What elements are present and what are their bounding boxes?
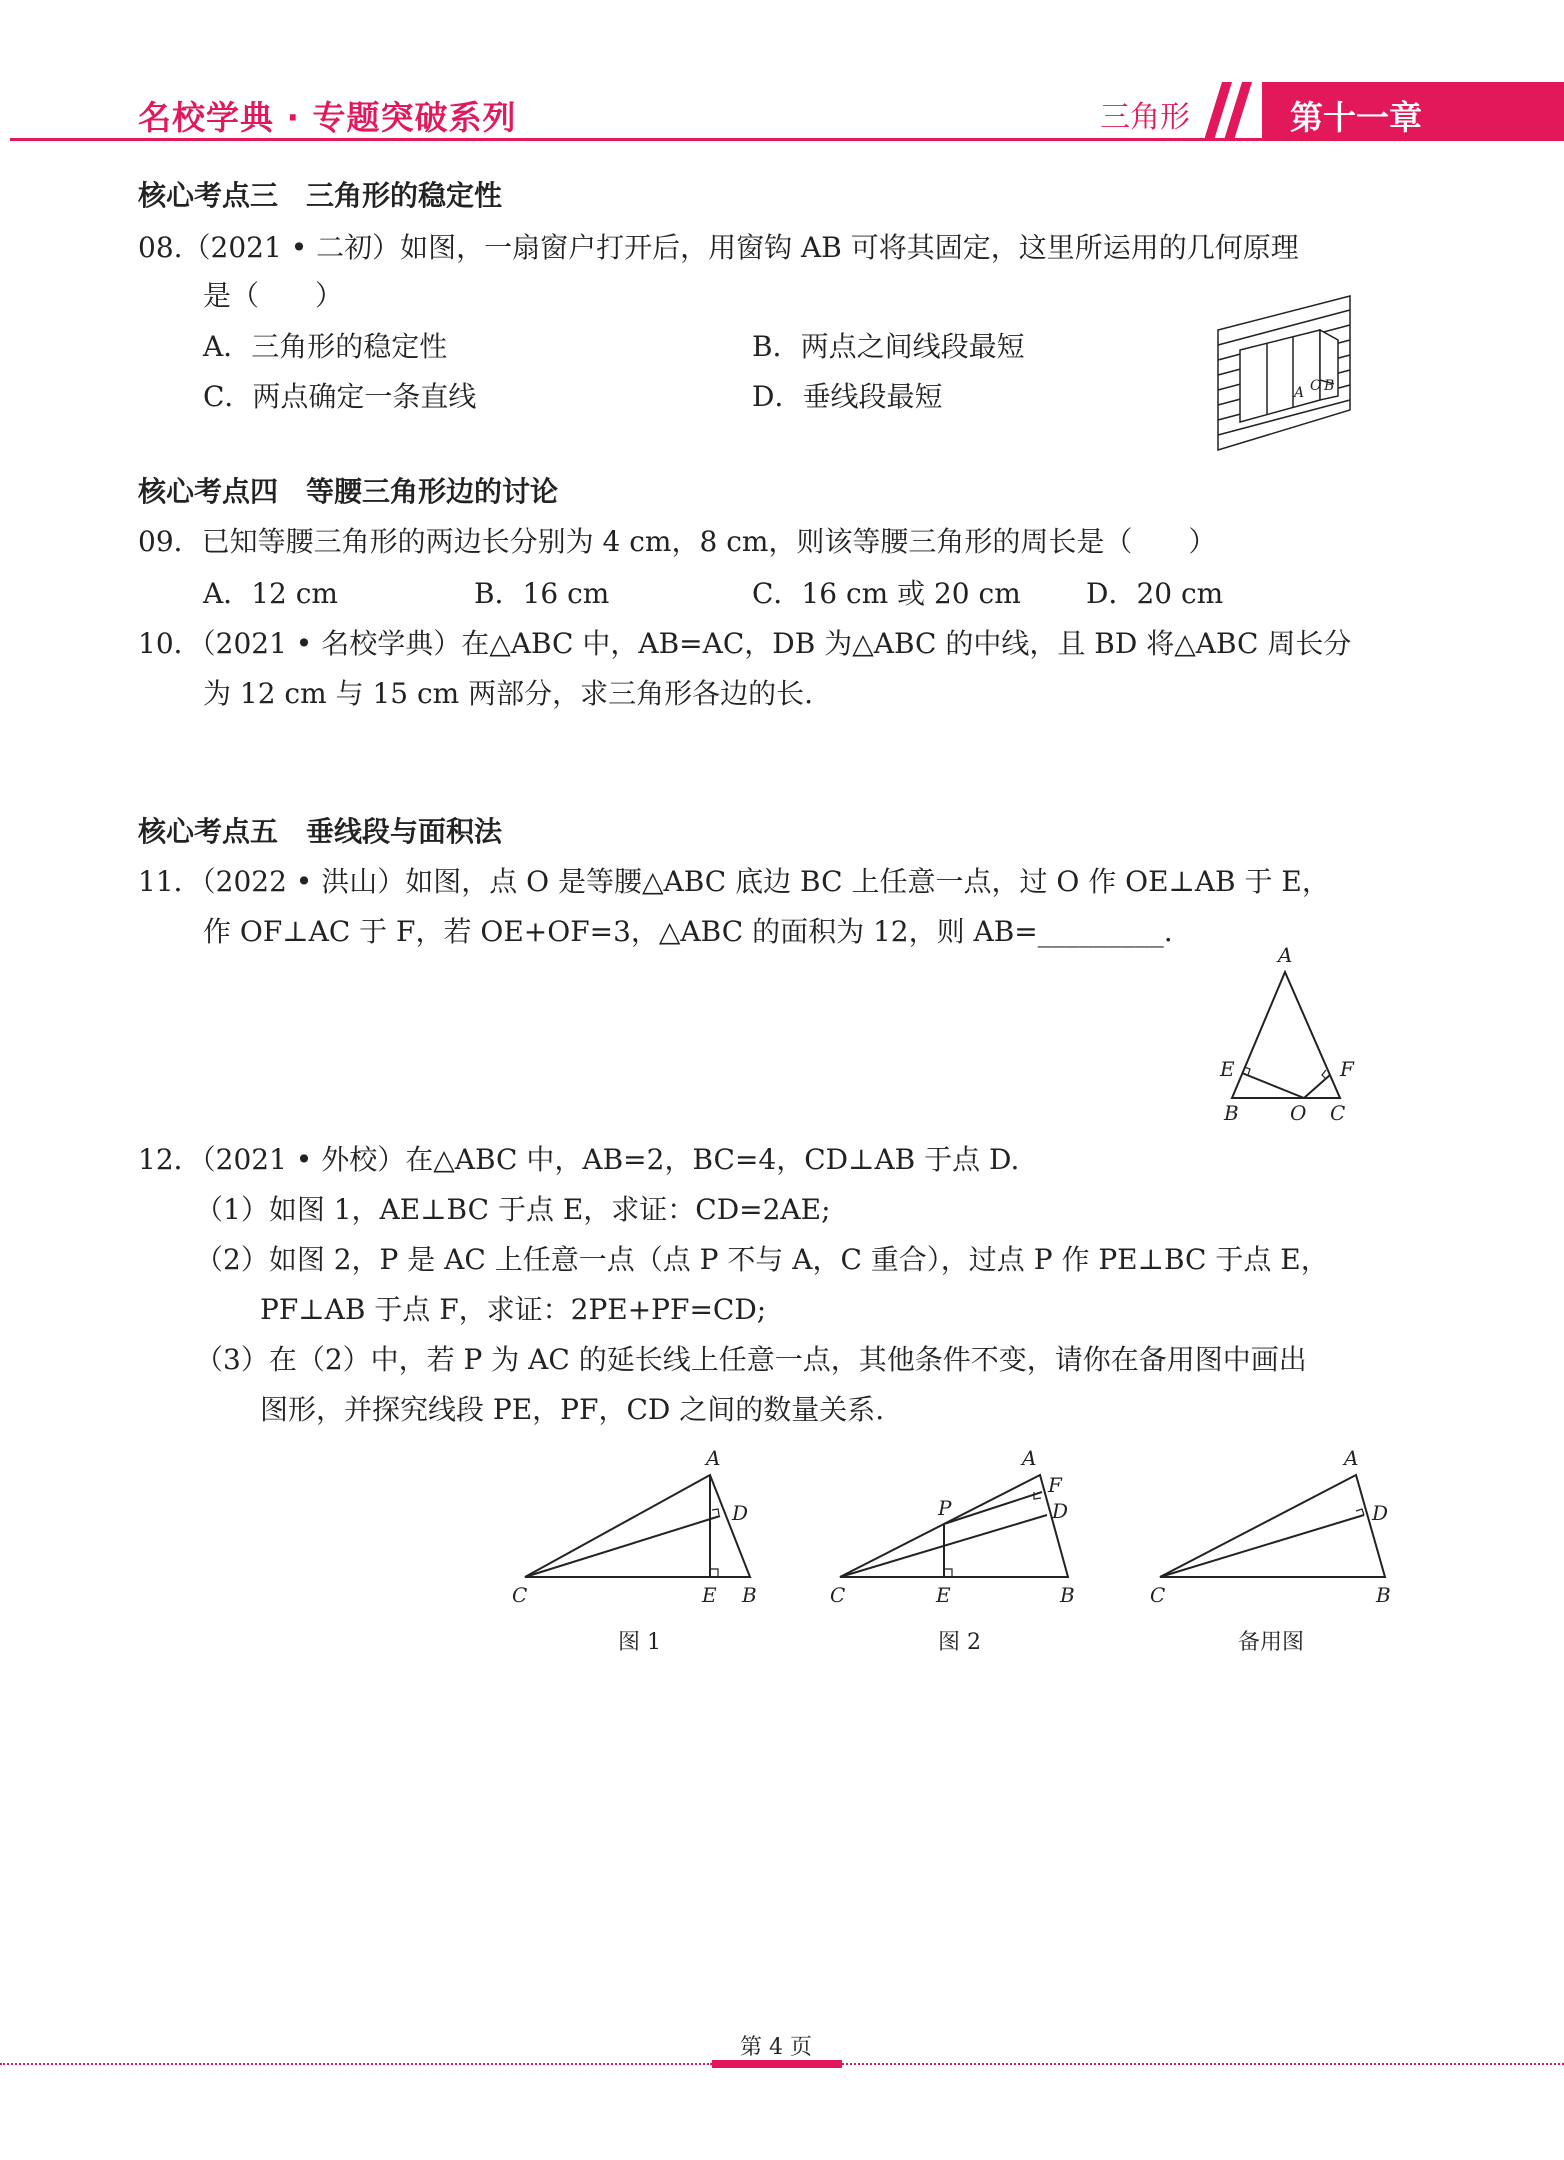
page-number: 第 4 页 bbox=[740, 2035, 812, 2060]
fig2-label-b: B bbox=[1060, 1583, 1075, 1607]
q10-stem-cont: 为 12 cm 与 15 cm 两部分，求三角形各边的长. bbox=[203, 677, 814, 710]
q08-stem: 08.（2021 • 二初）如图，一扇窗户打开后，用窗钩 AB 可将其固定，这里所运用的几何原理 bbox=[138, 231, 1299, 264]
q11-label-a: A bbox=[1278, 943, 1293, 967]
fig1-label-b: B bbox=[742, 1583, 757, 1607]
fig2-label-p: P bbox=[938, 1496, 952, 1520]
chapter-label: 第十一章 bbox=[1290, 98, 1422, 137]
window-label-a: A bbox=[1294, 385, 1305, 401]
q09-option-a: A．12 cm bbox=[203, 577, 338, 610]
q08-option-b: B．两点之间线段最短 bbox=[752, 330, 1025, 363]
q08-option-c: C．两点确定一条直线 bbox=[203, 380, 477, 413]
fig2-label-a: A bbox=[1022, 1446, 1037, 1470]
window-label-b: B bbox=[1324, 378, 1335, 394]
fig3-caption: 备用图 bbox=[1238, 1630, 1305, 1655]
fig1-label-d: D bbox=[732, 1501, 749, 1525]
q11-label-c: C bbox=[1330, 1101, 1346, 1125]
fig3-label-b: B bbox=[1376, 1583, 1391, 1607]
q11-stem-cont: 作 OF⊥AC 于 F，若 OE+OF=3，△ABC 的面积为 12，则 AB=_________. bbox=[203, 915, 1173, 948]
section-title-3: 核心考点三 三角形的稳定性 bbox=[138, 179, 503, 212]
q09-option-b: B．16 cm bbox=[474, 577, 610, 610]
fig3-label-d: D bbox=[1372, 1501, 1389, 1525]
fig1-caption: 图 1 bbox=[618, 1630, 661, 1655]
section-title-5: 核心考点五 垂线段与面积法 bbox=[138, 815, 503, 848]
fig3-label-c: C bbox=[1150, 1583, 1166, 1607]
footer-bar bbox=[712, 2060, 842, 2068]
q11-label-o: O bbox=[1290, 1101, 1307, 1125]
q12-part3: （3）在（2）中，若 P 为 AC 的延长线上任意一点，其他条件不变，请你在备用图中画出 bbox=[195, 1343, 1307, 1376]
fig1-label-e: E bbox=[702, 1583, 717, 1607]
q09-option-c: C．16 cm 或 20 cm bbox=[752, 577, 1021, 610]
window-figure bbox=[1210, 290, 1360, 460]
fig2-label-d: D bbox=[1052, 1499, 1069, 1523]
q11-label-e: E bbox=[1220, 1057, 1235, 1081]
q11-triangle-figure bbox=[1210, 938, 1370, 1133]
section-title-4: 核心考点四 等腰三角形边的讨论 bbox=[138, 475, 559, 508]
q10-stem: 10．（2021 • 名校学典）在△ABC 中，AB=AC，DB 为△ABC 的中线，且 BD 将△ABC 周长分 bbox=[138, 627, 1352, 660]
footer-rule-right bbox=[842, 2063, 1564, 2065]
fig2-label-f: F bbox=[1048, 1473, 1062, 1497]
footer-rule-left bbox=[0, 2063, 712, 2065]
slash-decoration bbox=[1200, 82, 1260, 140]
q12-part1: （1）如图 1，AE⊥BC 于点 E，求证：CD=2AE; bbox=[195, 1193, 831, 1226]
fig1-label-c: C bbox=[512, 1583, 528, 1607]
fig2-label-c: C bbox=[830, 1583, 846, 1607]
q08-stem-cont: 是（ ） bbox=[203, 279, 344, 312]
q12-part2-cont: PF⊥AB 于点 F，求证：2PE+PF=CD; bbox=[260, 1293, 767, 1326]
q11-label-b: B bbox=[1224, 1101, 1239, 1125]
q11-stem: 11．（2022 • 洪山）如图，点 O 是等腰△ABC 底边 BC 上任意一点，过 O 作 OE⊥AB 于 E， bbox=[138, 865, 1330, 898]
fig2-label-e: E bbox=[936, 1583, 951, 1607]
fig2-caption: 图 2 bbox=[938, 1630, 981, 1655]
window-label-o: O bbox=[1310, 378, 1322, 394]
q12-stem: 12．（2021 • 外校）在△ABC 中，AB=2，BC=4，CD⊥AB 于点 D. bbox=[138, 1143, 1020, 1176]
q11-label-f: F bbox=[1340, 1057, 1354, 1081]
q09-stem: 09．已知等腰三角形的两边长分别为 4 cm，8 cm，则该等腰三角形的周长是（ ） bbox=[138, 525, 1217, 558]
series-title: 名校学典 · 专题突破系列 bbox=[138, 98, 517, 137]
q08-option-a: A．三角形的稳定性 bbox=[203, 330, 448, 363]
topic-label: 三角形 bbox=[1100, 100, 1190, 135]
q12-part2: （2）如图 2，P 是 AC 上任意一点（点 P 不与 A，C 重合），过点 P 作 PE⊥BC 于点 E， bbox=[195, 1243, 1329, 1276]
q09-option-d: D．20 cm bbox=[1086, 577, 1224, 610]
q12-part3-cont: 图形，并探究线段 PE，PF，CD 之间的数量关系. bbox=[260, 1393, 885, 1426]
q08-option-d: D．垂线段最短 bbox=[752, 380, 943, 413]
fig1-label-a: A bbox=[706, 1446, 721, 1470]
fig3-label-a: A bbox=[1344, 1446, 1359, 1470]
